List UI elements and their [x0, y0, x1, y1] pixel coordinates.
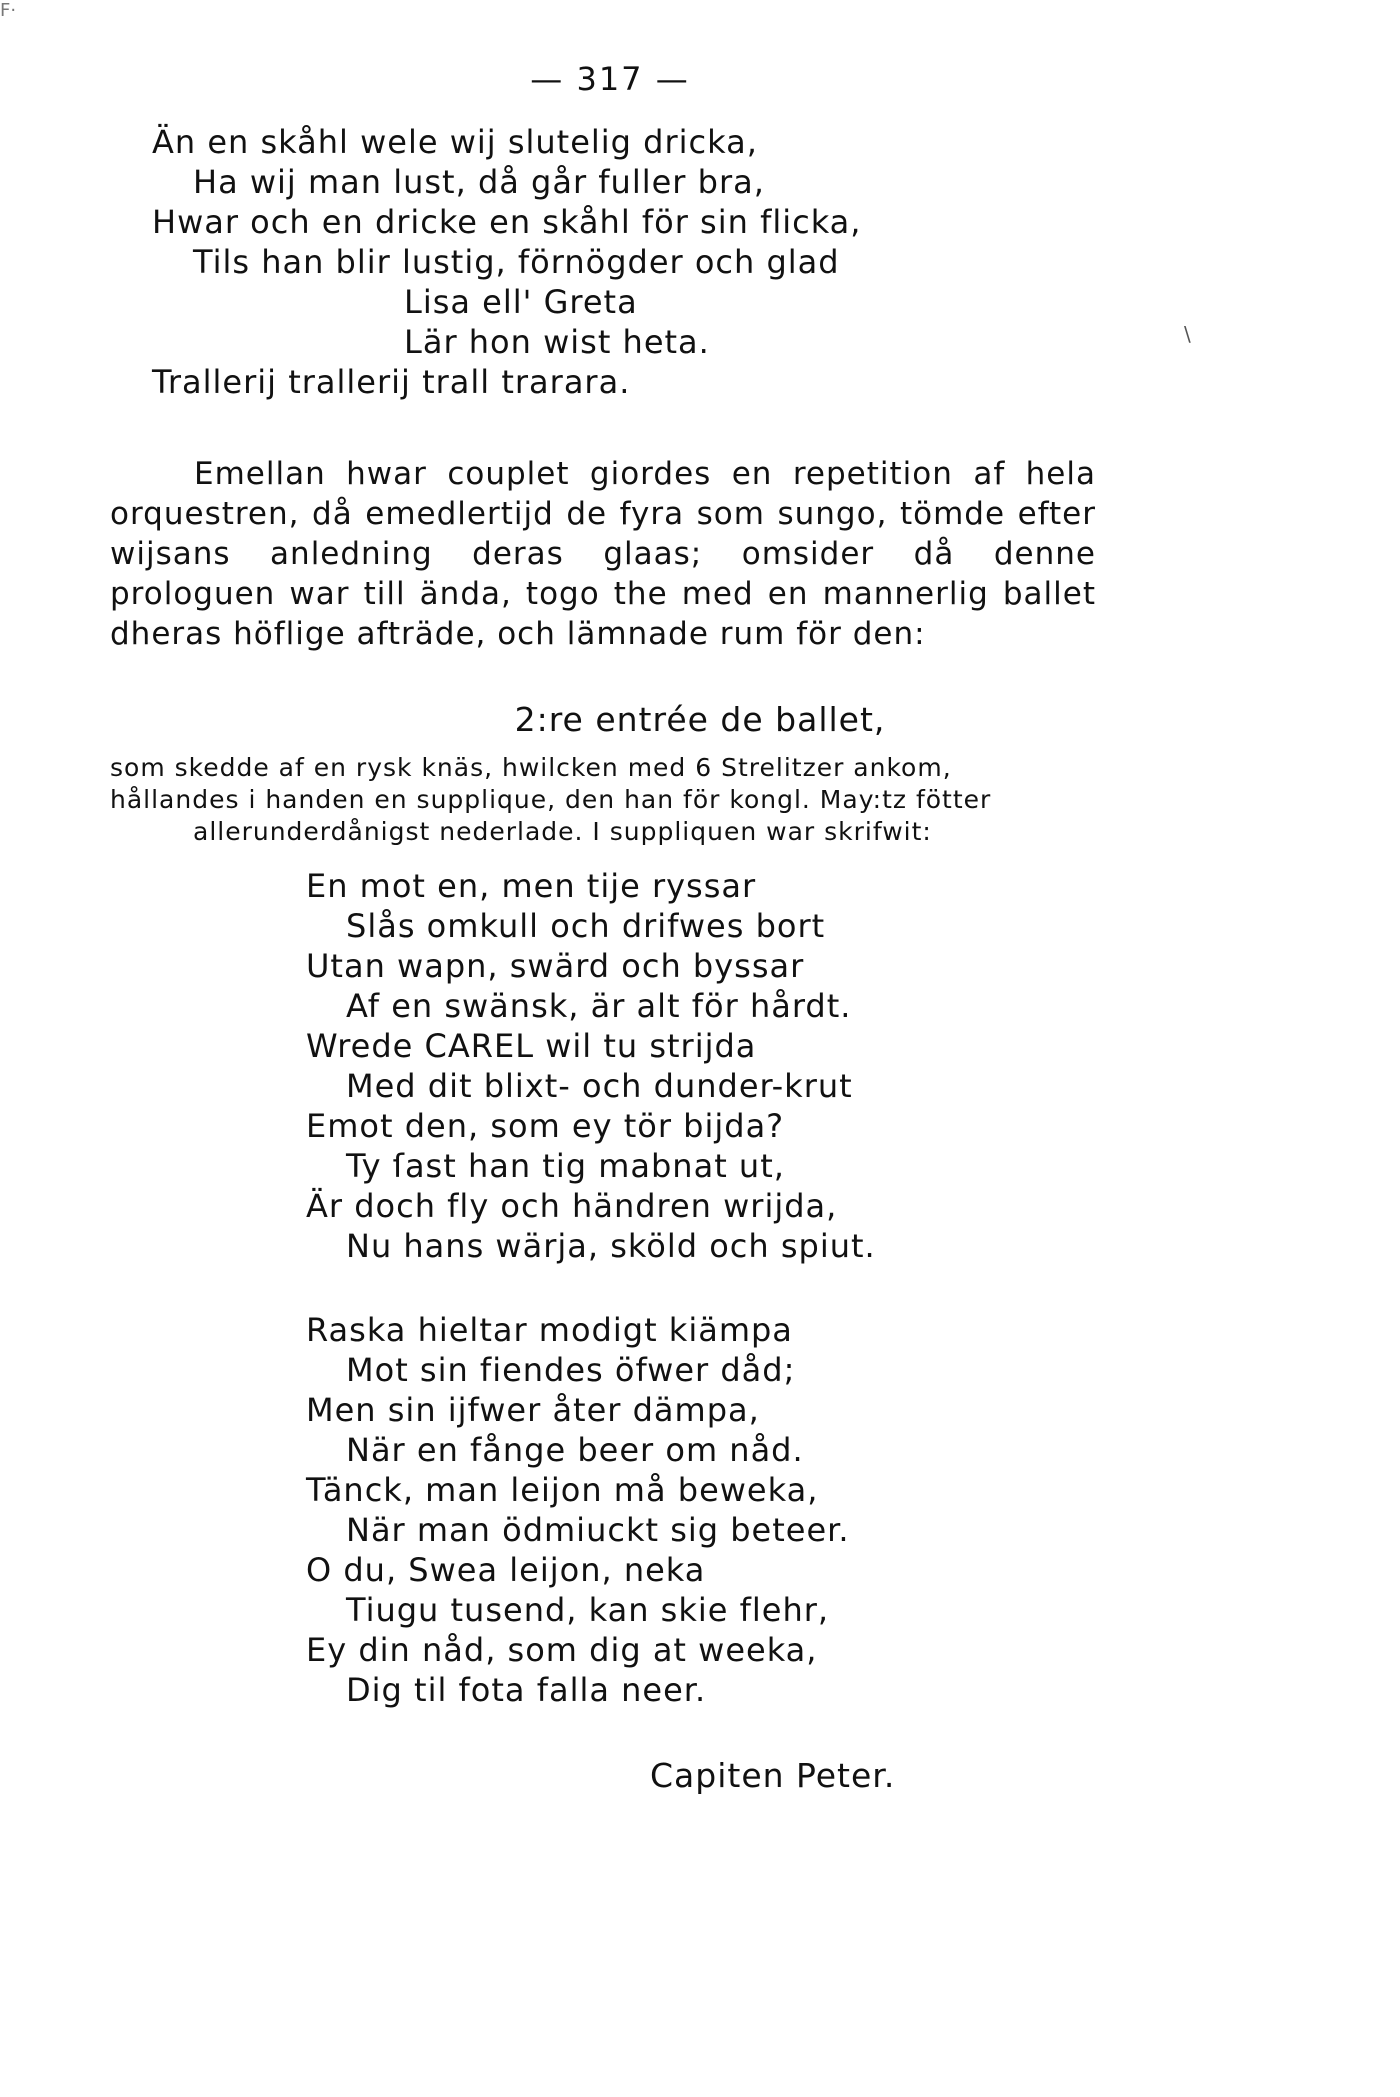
verse-line: Är doch fly och händren wrijda,	[306, 1187, 838, 1225]
verse-line: Ha wij man lust, då går fuller bra,	[193, 163, 765, 201]
verse-line: Hwar och en dricke en skåhl för sin flicka,	[152, 203, 862, 241]
verse-line: Slås omkull och drifwes bort	[346, 907, 826, 945]
verse-line: När man ödmiuckt sig beteer.	[346, 1511, 850, 1549]
verse-line: Utan wapn, swärd och byssar	[306, 947, 805, 985]
description-line: allerunderdånigst nederlade. I suppliquen war skrifwit:	[193, 817, 932, 846]
section-heading: 2:re entrée de ballet,	[514, 700, 886, 739]
verse-line: Trallerij trallerij trall trarara.	[152, 363, 631, 401]
verse-line: När en fånge beer om nåd.	[346, 1431, 804, 1469]
verse-line: Med dit blixt- och dunder-krut	[346, 1067, 853, 1105]
verse-line: Ty ſast han tig mabnat ut,	[346, 1147, 785, 1185]
verse-line: Af en swänsk, är alt för hårdt.	[346, 987, 852, 1025]
verse-line: Lisa ell' Greta	[404, 283, 638, 321]
verse-line: Tänck, man leijon må beweka,	[306, 1471, 819, 1509]
verse-line: Dig til fota falla neer.	[346, 1671, 707, 1709]
page-number: — 317 —	[530, 60, 690, 98]
description-line: hållandes i handen en supplique, den han för kongl. May:tz fötter	[110, 785, 992, 814]
verse-line: En mot en, men tije ryssar	[306, 867, 757, 905]
verse-line: Lär hon wist heta.	[404, 323, 710, 361]
verse-line: Men sin ijfwer åter dämpa,	[306, 1391, 760, 1429]
verse-line: Emot den, som ey tör bijda?	[306, 1107, 785, 1145]
corner-ink-mark: Ϝ·	[0, 0, 17, 21]
prose-paragraph: Emellan hwar couplet giordes en repetition af hela orquestren, då emedlertijd de fyra som sungo, tömde efter wijsans anledning deras glaas; omsider då denne prologuen war till ända, togo the med en mannerlig ballet dheras höflige afträde, och lämnade rum för den:	[110, 456, 1096, 652]
verse-line: O du, Swea leijon, neka	[306, 1551, 706, 1589]
verse-line: Än en skåhl wele wij slutelig dricka,	[152, 123, 758, 161]
verse-line: Mot sin fiendes öfwer dåd;	[346, 1351, 796, 1389]
verse-line: Raska hieltar modigt kiämpa	[306, 1311, 793, 1349]
verse-line: Tiugu tusend, kan skie flehr,	[346, 1591, 830, 1629]
description-line: som skedde af en rysk knäs, hwilcken med 6 Strelitzer ankom,	[110, 753, 952, 782]
verse-line: Wrede CAREL wil tu strijda	[306, 1027, 757, 1065]
signature: Capiten Peter.	[650, 1756, 896, 1795]
stray-ink-mark: \	[1184, 322, 1191, 346]
verse-line: Nu hans wärja, sköld och spiut.	[346, 1227, 876, 1265]
verse-line: Ey din nåd, som dig at weeka,	[306, 1631, 818, 1669]
verse-line: Tils han blir lustig, förnögder och glad	[193, 243, 840, 281]
